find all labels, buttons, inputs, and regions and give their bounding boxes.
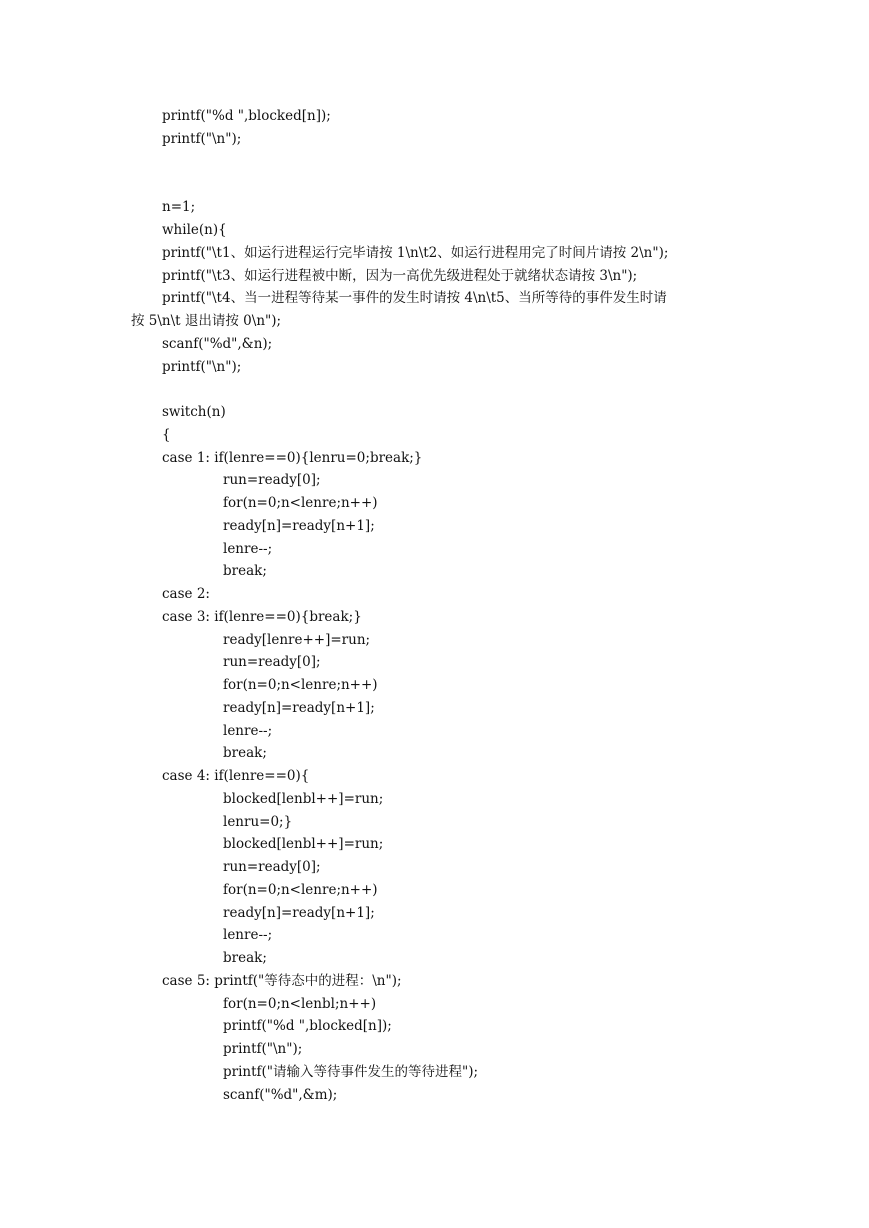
code-line: break;	[223, 563, 267, 579]
code-line: case 3: if(lenre==0){break;}	[162, 609, 362, 625]
code-line: lenru=0;}	[223, 814, 293, 830]
code-line: blocked[lenbl++]=run;	[223, 836, 384, 852]
code-line: {	[162, 427, 171, 443]
code-line: for(n=0;n<lenbl;n++)	[223, 996, 377, 1012]
code-line: run=ready[0];	[223, 654, 321, 670]
code-line: printf("\n");	[223, 1041, 303, 1057]
code-line: case 5: printf("等待态中的进程：\n");	[162, 973, 402, 989]
code-line: printf("\t4、当一进程等待某一事件的发生时请按 4\n\t5、当所等待的事件发生时请	[162, 290, 667, 306]
code-line: printf("\t1、如运行进程运行完毕请按 1\n\t2、如运行进程用完了时间片请按 2\n");	[162, 245, 669, 261]
code-line: printf("%d ",blocked[n]);	[162, 108, 331, 124]
code-line: n=1;	[162, 199, 196, 215]
code-line: ready[n]=ready[n+1];	[223, 518, 375, 534]
code-line: ready[n]=ready[n+1];	[223, 905, 375, 921]
code-line: case 1: if(lenre==0){lenru=0;break;}	[162, 450, 423, 466]
code-line: run=ready[0];	[223, 472, 321, 488]
code-line: lenre--;	[223, 723, 273, 739]
code-line: printf("\t3、如运行进程被中断，因为一高优先级进程处于就绪状态请按 3\n");	[162, 268, 638, 284]
code-line: ready[n]=ready[n+1];	[223, 700, 375, 716]
code-line: printf("\n");	[162, 131, 242, 147]
code-line: printf("\n");	[162, 359, 242, 375]
code-line: for(n=0;n<lenre;n++)	[223, 677, 378, 693]
code-line: break;	[223, 950, 267, 966]
code-line: lenre--;	[223, 927, 273, 943]
code-line: lenre--;	[223, 541, 273, 557]
code-line: for(n=0;n<lenre;n++)	[223, 882, 378, 898]
code-line: scanf("%d",&m);	[223, 1087, 338, 1103]
code-line: for(n=0;n<lenre;n++)	[223, 495, 378, 511]
code-line: scanf("%d",&n);	[162, 336, 273, 352]
code-line: case 2:	[162, 586, 210, 602]
code-line: printf("%d ",blocked[n]);	[223, 1018, 392, 1034]
code-line: blocked[lenbl++]=run;	[223, 791, 384, 807]
code-line: switch(n)	[162, 404, 226, 420]
code-line: ready[lenre++]=run;	[223, 632, 371, 648]
code-line: 按 5\n\t 退出请按 0\n");	[131, 313, 282, 329]
code-line: case 4: if(lenre==0){	[162, 768, 310, 784]
code-line: break;	[223, 745, 267, 761]
code-line: run=ready[0];	[223, 859, 321, 875]
code-line: printf("请输入等待事件发生的等待进程");	[223, 1064, 479, 1080]
code-line: while(n){	[162, 222, 227, 238]
